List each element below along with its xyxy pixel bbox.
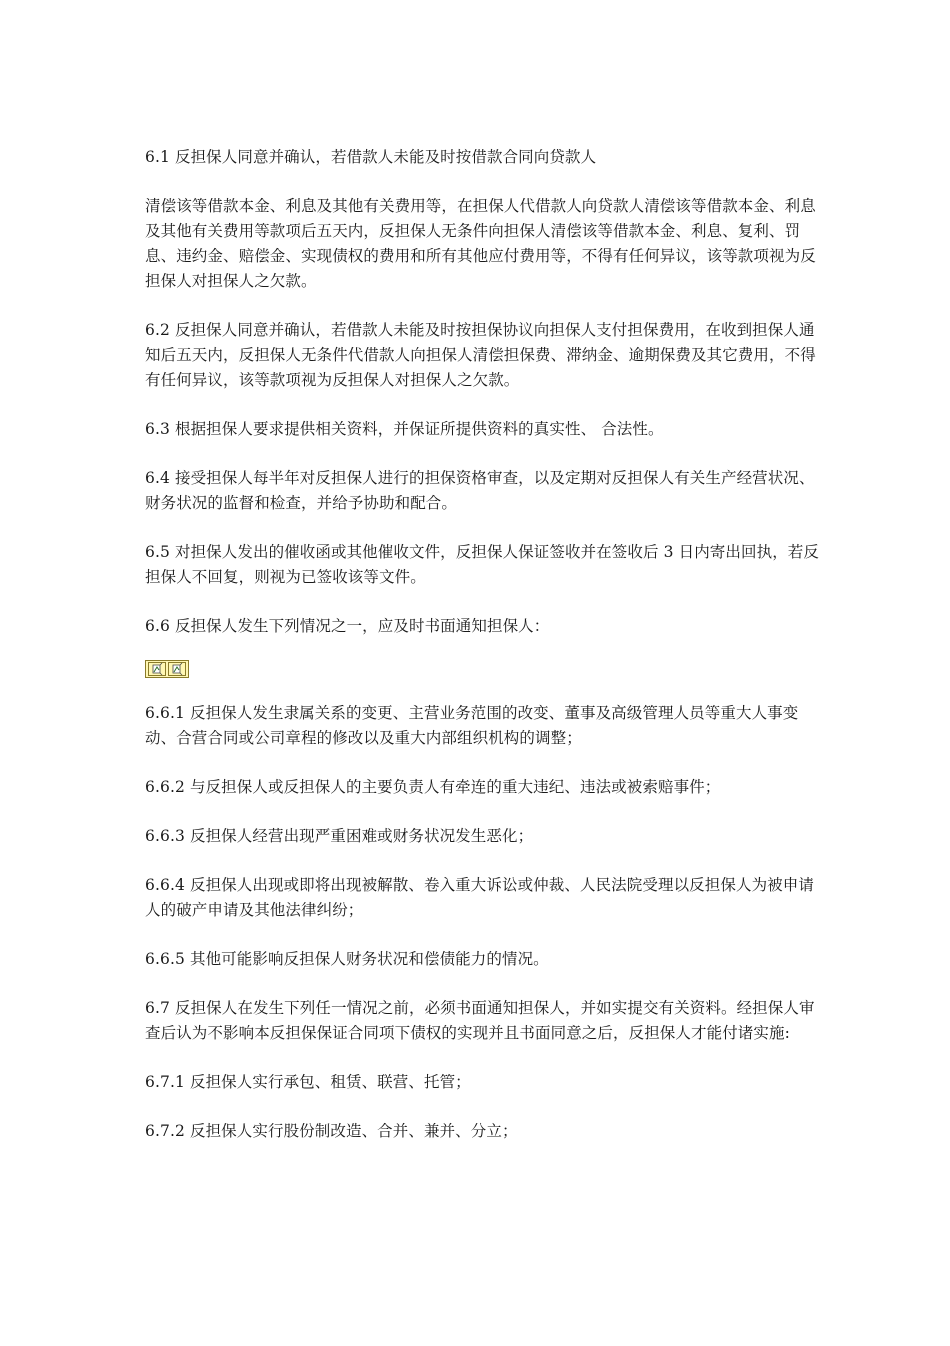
- clause-6-5: 6.5 对担保人发出的催收函或其他催收文件，反担保人保证签收并在签收后 3 日内寄出回执，若反担保人不回复，则视为已签收该等文件。: [145, 543, 819, 586]
- clause-6-7-2: 6.7.2 反担保人实行股份制改造、合并、兼并、分立；: [145, 1122, 518, 1140]
- embedded-image-placeholder: [145, 660, 189, 678]
- clause-6-2: 6.2 反担保人同意并确认，若借款人未能及时按担保协议向担保人支付担保费用，在收到担保人通知后五天内，反担保人无条件代借款人向担保人清偿担保费、滞纳金、逾期保费及其它费用，不得有任何异议，该等款项视为反担保人对担保人之欠款。: [145, 321, 816, 389]
- clause-6-6-1: 6.6.1 反担保人发生隶属关系的变更、主营业务范围的改变、董事及高级管理人员等重大人事变动、合营合同或公司章程的修改以及重大内部组织机构的调整；: [145, 704, 799, 747]
- clause-6-7: 6.7 反担保人在发生下列任一情况之前，必须书面通知担保人，并如实提交有关资料。经担保人审查后认为不影响本反担保保证合同项下债权的实现并且书面同意之后，反担保人才能付诸实施:: [145, 999, 815, 1042]
- clause-6-6-3: 6.6.3 反担保人经营出现严重困难或财务状况发生恶化；: [145, 827, 534, 845]
- clause-6-7-1: 6.7.1 反担保人实行承包、租赁、联营、托管；: [145, 1073, 471, 1091]
- clause-6-1: 6.1 反担保人同意并确认，若借款人未能及时按借款合同向贷款人: [145, 148, 597, 166]
- clause-6-1-body: 清偿该等借款本金、利息及其他有关费用等，在担保人代借款人向贷款人清偿该等借款本金、利息及其他有关费用等款项后五天内，反担保人无条件向担保人清偿该等借款本金、利息、复利、罚息、违约金、赔偿金、实现债权的费用和所有其他应付费用等，不得有任何异议，该等款项视为反担保人对担保人之欠款。: [145, 197, 816, 290]
- clause-6-6-5: 6.6.5 其他可能影响反担保人财务状况和偿债能力的情况。: [145, 950, 549, 968]
- document-page: [145, 145, 825, 1168]
- embedded-image-row: [145, 659, 825, 679]
- broken-image-icon: [148, 662, 166, 676]
- clause-6-6-4: 6.6.4 反担保人出现或即将出现被解散、卷入重大诉讼或仲裁、人民法院受理以反担保人为被申请人的破产申请及其他法律纠纷；: [145, 876, 814, 919]
- clause-6-6: 6.6 反担保人发生下列情况之一，应及时书面通知担保人：: [145, 617, 550, 635]
- clause-6-4: 6.4 接受担保人每半年对反担保人进行的担保资格审查，以及定期对反担保人有关生产经营状况、财务状况的监督和检查，并给予协助和配合。: [145, 469, 815, 512]
- clause-6-3: 6.3 根据担保人要求提供相关资料，并保证所提供资料的真实性、 合法性。: [145, 420, 664, 438]
- broken-image-icon: [168, 662, 186, 676]
- clause-6-6-2: 6.6.2 与反担保人或反担保人的主要负责人有牵连的重大违纪、违法或被索赔事件；: [145, 778, 721, 796]
